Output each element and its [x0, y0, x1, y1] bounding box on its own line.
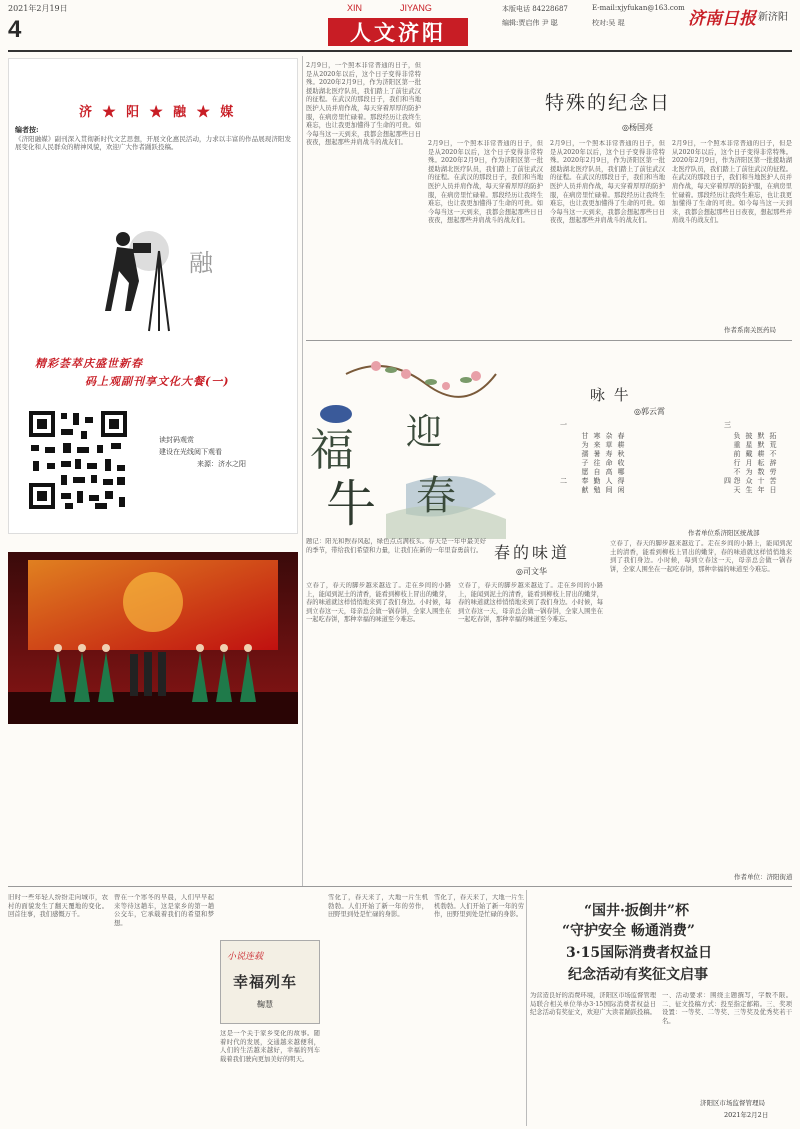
article1-col-3: 2月9日，一个照本非常普通的日子，但是从2020年以后，这个日子变得非常特殊。2020年2月9日，作为济阳区第一批援助湖北医疗队员，我们踏上了前往武汉的征程。在武汉的那段日子，我们和当地医护人员并肩作战，每天穿着厚厚的防护服，在病房里忙碌着。那段经历让我终生难忘，也让我更加懂得了生命的可贵。如今每当这一天到来，我都会想起那些日日夜夜，想起那些并肩战斗的战友们。 [550, 140, 665, 225]
section-title: 人文济阳 [350, 20, 446, 45]
article1-col-1: 2月9日，一个照本非常普通的日子，但是从2020年以后，这个日子变得非常特殊。2020年2月9日，作为济阳区第一批援助湖北医疗队员，我们踏上了前往武汉的征程。在武汉的那段日子，我们和当地医护人员并肩作战，每天穿着厚厚的防护服，在病房里忙碌着。那段经历让我终生难忘，也让我更加懂得了生命的可贵。如今每当这一天到来，我都会想起那些日日夜夜，想起那些并肩战斗的战友们。 [306, 62, 421, 147]
story-body: 这是一个关于家乡变化的故事。随着时代的发展，交通越来越便利，人们的生活越来越好，幸福的列车载着我们驶向更加美好的明天。 [220, 1030, 320, 1063]
photographer-art [89, 211, 229, 346]
poem-col-3: 寒来暑往自勤勉 [593, 432, 601, 495]
article3-intro: 题记：阳光和煦春风起，绿色点点满枝头。春天是一年中最美好的季节，带给我们希望和力量，让我们在新的一年里奋勇前行。 [306, 538, 486, 554]
article2-footer: 作者单位系济阳区统战部 [688, 529, 760, 537]
stanza-1: 一 [560, 421, 567, 429]
title-char-4: 媒 [220, 105, 237, 120]
article1-author: ◎杨国亮 [622, 123, 653, 132]
poem-col-5: 拓荒不辞劳苦日 [769, 432, 777, 495]
bottom-left-col-2: 曾在一个寒冬的早晨，人们早早起来等待这趟车，这是家乡的第一趟公交车，它承载着我们的希望和梦想。 [114, 894, 214, 927]
stanza-3: 三 [724, 421, 731, 429]
painting-char-chun: 春 [416, 473, 456, 519]
story-title: 幸福列车 [233, 973, 298, 991]
article3-col-3: 立春了，春天的脚步越来越近了。走在乡间的小路上，能闻到泥土的清香，能看到柳枝上冒出的嫩芽，春的味道就这样悄悄地来到了我们身边。小时候，每到立春这一天，母亲总会做一锅春饼，全家人围坐在一起吃春饼，那种幸福的味道至今难忘。 [610, 540, 792, 573]
painting-char-fu: 福 [310, 425, 354, 476]
article1-col-2: 2月9日，一个照本非常普通的日子，但是从2020年以后，这个日子变得非常特殊。2020年2月9日，作为济阳区第一批援助湖北医疗队员，我们踏上了前往武汉的征程。在武汉的那段日子，我们和当地医护人员并肩作战，每天穿着厚厚的防护服，在病房里忙碌着。那段经历让我终生难忘，也让我更加懂得了生命的可贵。如今每当这一天到来，我都会想起那些日日夜夜，想起那些并肩战斗的战友们。 [428, 140, 543, 225]
notice-headline-1: “国井·扳倒井”杯 [584, 903, 689, 919]
header-email: E-mail:xjyfukan@163.com [592, 4, 685, 12]
poem-col-2: 杂草寿命高人间 [605, 432, 613, 495]
article3-col-2: 立春了，春天的脚步越来越近了。走在乡间的小路上，能闻到泥土的清香，能看到柳枝上冒出的嫩芽，春的味道就这样悄悄地来到了我们身边。小时候，每到立春这一天，母亲总会做一锅春饼，全家人围坐在一起吃春饼，那种幸福的味道至今难忘。 [458, 582, 603, 624]
pinyin-right: JIYANG [400, 3, 432, 13]
bottom-left-col-1: 旧时一些年轻人纷纷走向城市，农村的面貌发生了翻天覆地的变化。回首往事，我们感慨万千。 [8, 894, 108, 919]
header-rule [8, 50, 792, 52]
poem-col-7: 披星戴月为众生 [745, 432, 753, 495]
page-number: 4 [8, 16, 22, 43]
story-author: 鞠慧 [257, 1000, 273, 1009]
painting-char-ying: 迎 [406, 412, 443, 453]
spring-painting [306, 344, 506, 539]
article1-title: 特殊的纪念日 [545, 92, 672, 114]
poem-col-6: 默默耕耘数十年 [757, 432, 765, 495]
header-proof: 校对:吴 琨 [592, 19, 625, 27]
bottom-mid-col-2: 雪化了，春天来了，大地一片生机勃勃。人们开始了新一年的劳作，田野里到处是忙碌的身影。 [434, 894, 524, 919]
article3-col-1: 立春了，春天的脚步越来越近了。走在乡间的小路上，能闻到泥土的清香，能看到柳枝上冒出的嫩芽，春的味道就这样悄悄地来到了我们身边。小时候，每到立春这一天，母亲总会做一锅春饼，全家人围坐在一起吃春饼，那种幸福的味道至今难忘。 [306, 582, 451, 624]
bottom-mid-col-1: 雪化了，春天来了，大地一片生机勃勃。人们开始了新一年的劳作，田野里到处是忙碌的身影。 [328, 894, 428, 919]
article2-author: ◎郭云霄 [634, 407, 665, 416]
stanza-4: 四 [724, 477, 731, 485]
article2-title: 咏 牛 [590, 386, 631, 404]
masthead-sub: 新济阳 [758, 12, 788, 23]
poem-block [516, 432, 786, 530]
art-char: 融 [189, 249, 213, 277]
promo-line-1: 精彩荟萃庆盛世新春 [35, 357, 143, 370]
notice-body: 为营造良好的消费环境，济阳区市场监督管理局联合相关单位举办3·15国际消费者权益日纪念活动有奖征文，欢迎广大读者踊跃投稿。 [530, 992, 656, 1017]
masthead: 济南日报 [688, 9, 756, 29]
header-editor: 编辑:贾启伟 尹 聪 [502, 19, 558, 27]
header-date: 2021年2月19日 [8, 4, 68, 13]
article1-col-4: 2月9日，一个照本非常普通的日子，但是从2020年以后，这个日子变得非常特殊。2020年2月9日，作为济阳区第一批援助湖北医疗队员，我们踏上了前往武汉的征程。在武汉的那段日子，我们和当地医护人员并肩作战，每天穿着厚厚的防护服，在病房里忙碌着。那段经历让我终生难忘，也让我更加懂得了生命的可贵。如今每当这一天到来，我都会想起那些日日夜夜，想起那些并肩战斗的战友们。 [672, 140, 792, 225]
promo-line-2: 码上观副刊享文化大餐(一) [85, 375, 230, 388]
notice-headline-2: “守护安全 畅通消费” [562, 923, 695, 939]
qr-caption-2: 建设在光线阅下观看 [159, 448, 222, 456]
title-char-1: 济 [79, 105, 96, 120]
notice-headline-3: 3·15国际消费者权益日 [566, 945, 713, 961]
notice-headline-4: 纪念活动有奖征文启事 [568, 967, 708, 983]
title-char-2: 阳 [126, 105, 143, 120]
article3-footer: 作者单位：济阳街道 [734, 873, 793, 881]
article3-author: ◎司文华 [516, 567, 547, 576]
pinyin-left: XIN [347, 3, 363, 13]
poem-col-1: 春耕秋收哪得闲 [617, 432, 625, 495]
qr-caption-1: 读封码观赏 [159, 436, 194, 444]
article1-footer: 作者系南关医药局 [724, 326, 776, 334]
rule-bottom [8, 886, 792, 887]
poem-col-4: 甘为孺子愿奉献 [581, 432, 589, 495]
editor-note-label: 编者按: [15, 125, 39, 134]
notice-sign-2: 2021年2月2日 [724, 1111, 769, 1119]
stage-photo [8, 552, 298, 724]
story-tag: 小说连载 [227, 952, 264, 962]
divider-main [302, 56, 303, 886]
divider-bottom [526, 890, 527, 1126]
left-box-title: 济 ★ 阳 ★ 融 ★ 媒 [79, 105, 237, 120]
qr-caption-3: 来源：济水之阳 [197, 460, 246, 468]
qr-code[interactable] [25, 407, 131, 513]
header-tel: 本版电话 84228687 [502, 5, 568, 13]
notice-right-body: 一、活动要求：围绕主题撰写，字数不限。二、征文投稿方式：投至指定邮箱。三、奖项设置：一等奖、二等奖、三等奖及优秀奖若干名。 [662, 992, 792, 1025]
left-feature-box [8, 58, 298, 534]
editor-note: 《济阳融媒》副刊深入贯彻新时代文艺思想，开展文化惠民活动，力求以丰富的作品展现济阳发展变化和人民群众的精神风貌，欢迎广大作者踊跃投稿。 [15, 135, 291, 152]
stanza-2: 二 [560, 477, 567, 485]
painting-char-niu: 牛 [326, 475, 376, 533]
notice-sign-1: 济阳区市场监督管理局 [700, 1099, 765, 1107]
poem-col-8: 负重前行不怨天 [733, 432, 741, 495]
rule-article1 [306, 340, 792, 341]
story-box [220, 940, 320, 1024]
section-banner [328, 18, 468, 46]
article3-title: 春的味道 [494, 543, 571, 562]
title-char-3: 融 [173, 105, 190, 120]
